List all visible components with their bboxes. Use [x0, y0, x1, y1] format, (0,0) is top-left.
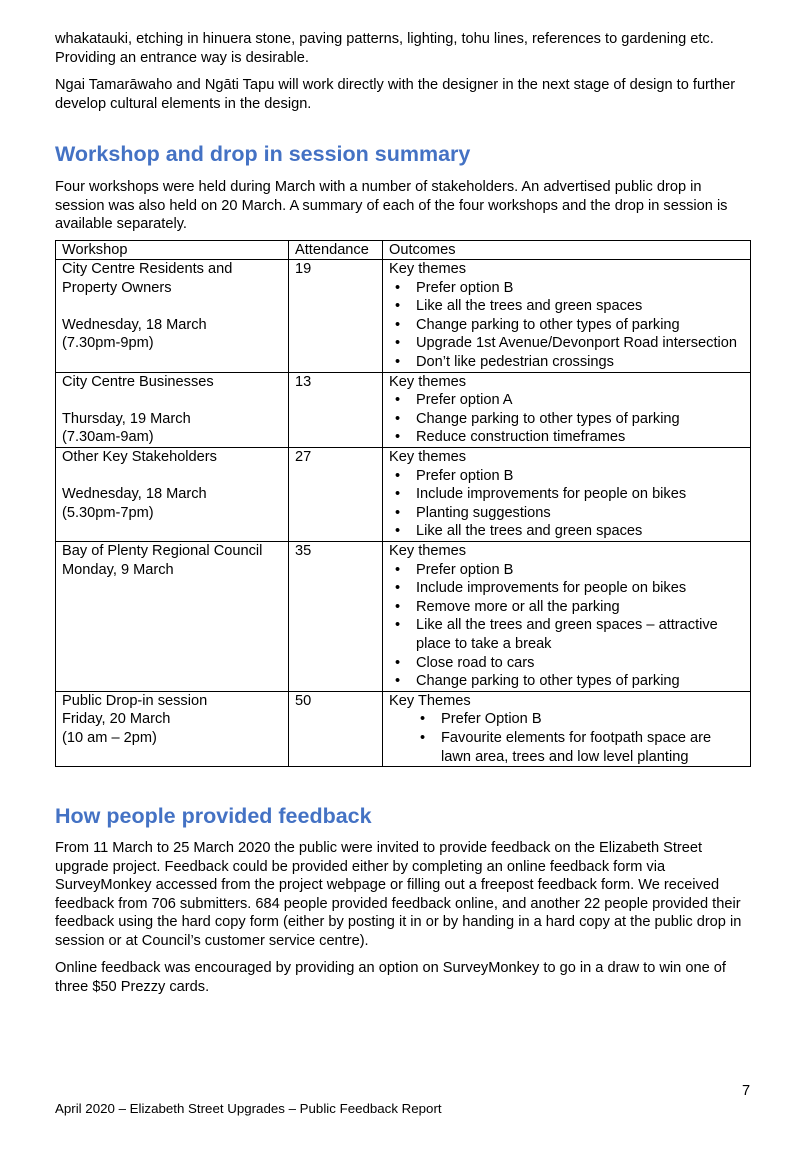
- attendance-cell: 50: [289, 691, 383, 766]
- themes-list: [389, 710, 744, 766]
- workshop-name: Public Drop-in session: [62, 692, 208, 709]
- workshop-date: Monday, 9 March: [62, 561, 174, 578]
- workshops-paragraph: Four workshops were held during March with a number of stakeholders. An advertised public drop in session was also held on 20 March. A summary of each of the four workshops and the drop in session is available separately.: [55, 179, 728, 232]
- list-item: • Prefer option B: [389, 561, 744, 580]
- table-row: [56, 260, 751, 373]
- header-attendance: Attendance: [289, 240, 383, 260]
- header-workshop: Workshop: [56, 240, 289, 260]
- workshop-name: City Centre Businesses: [62, 373, 214, 390]
- list-item: • Include improvements for people on bikes: [389, 579, 744, 598]
- attendance-cell: 35: [289, 542, 383, 692]
- themes-label: Key themes: [389, 373, 467, 390]
- workshop-cell: [56, 372, 289, 447]
- list-item: • Like all the trees and green spaces – attractive place to take a break: [389, 616, 744, 653]
- workshop-date: Wednesday, 18 March: [62, 486, 207, 503]
- themes-list: [389, 279, 744, 372]
- themes-label: Key themes: [389, 261, 467, 278]
- list-item: • Reduce construction timeframes: [389, 428, 744, 447]
- table-row: [56, 372, 751, 447]
- outcomes-cell: [383, 542, 751, 692]
- attendance-cell: 19: [289, 260, 383, 373]
- list-item: • Prefer option A: [389, 391, 744, 410]
- workshop-cell: [56, 691, 289, 766]
- page-footer: April 2020 – Elizabeth Street Upgrades – Public Feedback Report: [55, 1101, 442, 1116]
- themes-list: [389, 467, 744, 541]
- themes-label: Key Themes: [389, 692, 471, 709]
- workshop-name: Other Key Stakeholders: [62, 449, 217, 466]
- table-row: [56, 542, 751, 692]
- themes-label: Key themes: [389, 449, 467, 466]
- header-outcomes: Outcomes: [383, 240, 751, 260]
- workshops-heading: Workshop and drop in session summary: [55, 142, 471, 166]
- workshop-cell: [56, 448, 289, 542]
- workshop-time: (10 am – 2pm): [62, 729, 157, 746]
- outcomes-cell: [383, 260, 751, 373]
- workshop-date: Thursday, 19 March: [62, 410, 191, 427]
- list-item: • Like all the trees and green spaces: [389, 522, 744, 541]
- list-item: • Change parking to other types of parking: [389, 672, 744, 691]
- list-item: • Favourite elements for footpath space are lawn area, trees and low level planting: [389, 729, 744, 766]
- outcomes-cell: [383, 691, 751, 766]
- list-item: • Prefer option B: [389, 279, 744, 298]
- intro-paragraph-1: whakatauki, etching in hinuera stone, paving patterns, lighting, tohu lines, references to gardening etc. Providing an entrance way is desirable.: [55, 31, 714, 66]
- list-item: • Include improvements for people on bikes: [389, 485, 744, 504]
- workshop-name: City Centre Residents and Property Owners: [62, 261, 233, 296]
- list-item: • Close road to cars: [389, 654, 744, 673]
- feedback-paragraph-2: Online feedback was encouraged by providing an option on SurveyMonkey to go in a draw to win one of three $50 Prezzy cards.: [55, 960, 726, 995]
- list-item: • Change parking to other types of parking: [389, 410, 744, 429]
- table-row: [56, 691, 751, 766]
- list-item: • Upgrade 1st Avenue/Devonport Road intersection: [389, 334, 744, 353]
- list-item: • Don’t like pedestrian crossings: [389, 353, 744, 372]
- workshop-cell: [56, 260, 289, 373]
- intro-paragraph-2: Ngai Tamarāwaho and Ngāti Tapu will work directly with the designer in the next stage of design to further develop cultural elements in the design.: [55, 77, 736, 112]
- workshop-table: [55, 240, 751, 768]
- workshop-time: (5.30pm-7pm): [62, 504, 154, 521]
- table-row: [56, 448, 751, 542]
- table-header-row: [56, 240, 751, 260]
- outcomes-cell: [383, 448, 751, 542]
- list-item: • Remove more or all the parking: [389, 598, 744, 617]
- workshop-date: Wednesday, 18 March: [62, 316, 207, 333]
- workshop-time: (7.30am-9am): [62, 429, 154, 446]
- outcomes-cell: [383, 372, 751, 447]
- workshop-time: (7.30pm-9pm): [62, 335, 154, 352]
- list-item: • Planting suggestions: [389, 504, 744, 523]
- list-item: • Prefer option B: [389, 467, 744, 486]
- document-page: [55, 30, 751, 996]
- attendance-cell: 13: [289, 372, 383, 447]
- themes-list: [389, 391, 744, 447]
- workshop-cell: [56, 542, 289, 692]
- list-item: • Change parking to other types of parking: [389, 316, 744, 335]
- list-item: • Like all the trees and green spaces: [389, 297, 744, 316]
- list-item: • Prefer Option B: [389, 710, 744, 729]
- page-number: 7: [742, 1083, 751, 1099]
- workshop-name: Bay of Plenty Regional Council: [62, 543, 263, 559]
- themes-label: Key themes: [389, 543, 467, 559]
- themes-list: [389, 561, 744, 691]
- feedback-heading: How people provided feedback: [55, 804, 372, 829]
- feedback-paragraph-1: From 11 March to 25 March 2020 the public were invited to provide feedback on the Elizabeth Street upgrade project. Feedback could be provided either by completing an online feedback form via SurveyMonkey accessed from the project webpage or filling out a freepost feedback form. We received feedback from 706 submitters. 684 people provided feedback online, and another 22 people provided their feedback using the hard copy form (either by posting it in or by handing in a hard copy at the public drop in session or at Council’s customer service centre).: [55, 840, 742, 949]
- attendance-cell: 27: [289, 448, 383, 542]
- workshop-date: Friday, 20 March: [62, 711, 171, 728]
